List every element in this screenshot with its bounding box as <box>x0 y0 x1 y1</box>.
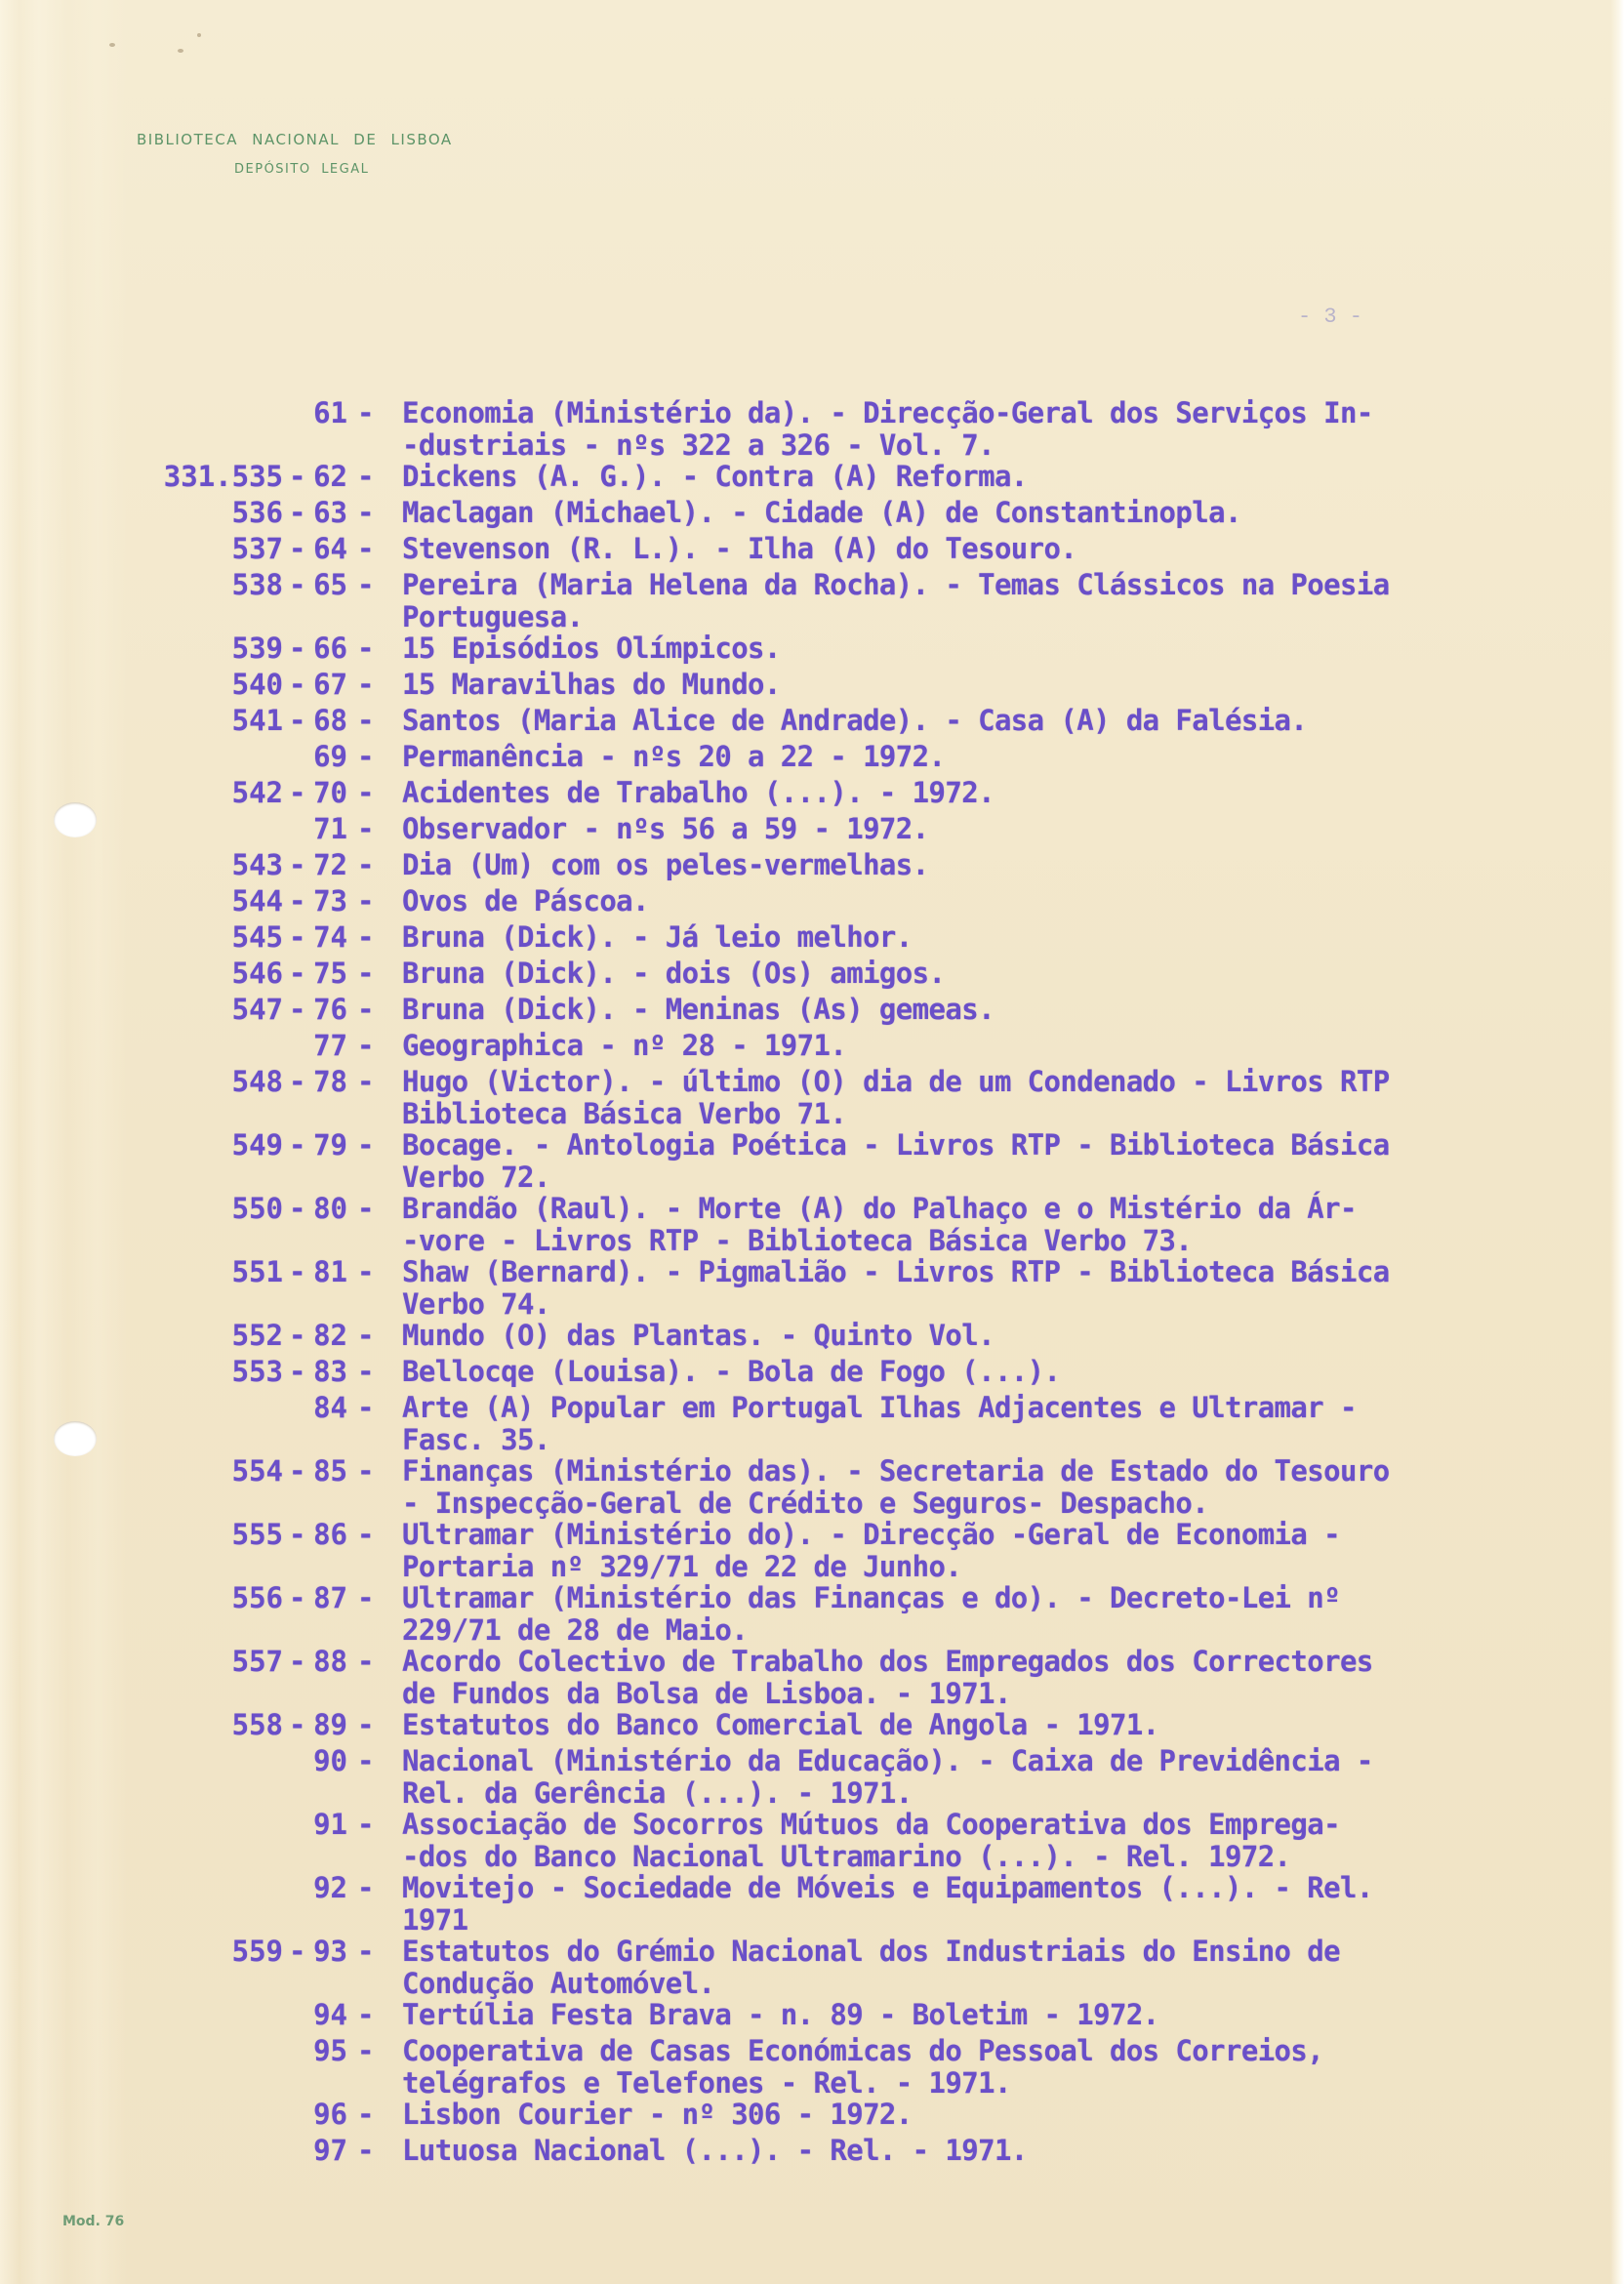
item-number: 88 <box>313 1645 347 1678</box>
separator-dash: - <box>357 632 375 665</box>
separator-dash: - <box>357 1871 375 1904</box>
entry-continuation: - Inspecção-Geral de Crédito e Seguros- Despacho. <box>402 1486 1209 1520</box>
paper-edge <box>1610 0 1624 2284</box>
entry-title: Economia (Ministério da). - Direcção-Geral dos Serviços In- <box>402 396 1373 429</box>
item-number: 76 <box>313 993 347 1026</box>
entry-title: Lutuosa Nacional (...). - Rel. - 1971. <box>402 2134 1028 2167</box>
separator-dash: - <box>289 532 306 565</box>
separator-dash: - <box>357 776 375 809</box>
call-number: 548 <box>231 1065 283 1098</box>
item-number: 61 <box>313 396 347 429</box>
entry-title: Bocage. - Antologia Poética - Livros RTP - Biblioteca Básica <box>402 1128 1390 1162</box>
item-number: 73 <box>313 884 347 918</box>
entry-title: Santos (Maria Alice de Andrade). - Casa (A) da Falésia. <box>402 704 1308 737</box>
entry-continuation: -vore - Livros RTP - Biblioteca Básica Verbo 73. <box>402 1223 1193 1257</box>
separator-dash: - <box>357 884 375 918</box>
separator-dash: - <box>357 1518 375 1551</box>
separator-dash: - <box>357 1708 375 1741</box>
separator-dash: - <box>289 568 306 601</box>
entry-title: Ovos de Páscoa. <box>402 884 649 918</box>
entry-title: Finanças (Ministério das). - Secretaria de Estado do Tesouro <box>402 1454 1390 1488</box>
separator-dash: - <box>289 1581 306 1614</box>
separator-dash: - <box>289 1708 306 1741</box>
separator-dash: - <box>289 1065 306 1098</box>
entry-title: Mundo (O) das Plantas. - Quinto Vol. <box>402 1319 995 1352</box>
entry-title: Cooperativa de Casas Económicas do Pessoal dos Correios, <box>402 2034 1324 2067</box>
call-number: 558 <box>231 1708 283 1741</box>
entry-title: Shaw (Bernard). - Pigmalião - Livros RTP - Biblioteca Básica <box>402 1255 1390 1288</box>
separator-dash: - <box>357 2134 375 2167</box>
item-number: 94 <box>313 1998 347 2031</box>
paper-speck <box>178 49 183 53</box>
call-number: 551 <box>231 1255 283 1288</box>
separator-dash: - <box>357 1192 375 1225</box>
separator-dash: - <box>289 993 306 1026</box>
separator-dash: - <box>289 460 306 493</box>
separator-dash: - <box>357 740 375 773</box>
separator-dash: - <box>357 1065 375 1098</box>
item-number: 96 <box>313 2098 347 2131</box>
separator-dash: - <box>289 1128 306 1162</box>
separator-dash: - <box>357 1029 375 1062</box>
entry-title: Bruna (Dick). - dois (Os) amigos. <box>402 957 946 990</box>
item-number: 80 <box>313 1192 347 1225</box>
entry-title: Ultramar (Ministério do). - Direcção -Geral de Economia - <box>402 1518 1340 1551</box>
entry-title: 15 Episódios Olímpicos. <box>402 632 781 665</box>
entry-title: Dickens (A. G.). - Contra (A) Reforma. <box>402 460 1028 493</box>
item-number: 91 <box>313 1808 347 1841</box>
entry-continuation: 1971 <box>402 1902 468 1937</box>
call-number: 539 <box>231 632 283 665</box>
entry-continuation: Verbo 74. <box>402 1286 550 1321</box>
punch-hole-top <box>54 802 97 837</box>
separator-dash: - <box>357 1645 375 1678</box>
item-number: 78 <box>313 1065 347 1098</box>
item-number: 86 <box>313 1518 347 1551</box>
call-number: 331.535 <box>163 460 283 493</box>
call-number: 543 <box>231 848 283 881</box>
entry-title: Ultramar (Ministério das Finanças e do). - Decreto-Lei nº <box>402 1581 1340 1614</box>
item-number: 63 <box>313 496 347 529</box>
entry-continuation: -dustriais - nºs 322 a 326 - Vol. 7. <box>402 428 995 462</box>
call-number: 545 <box>231 920 283 954</box>
entry-continuation: telégrafos e Telefones - Rel. - 1971. <box>402 2065 1011 2100</box>
entry-title: Brandão (Raul). - Morte (A) do Palhaço e o Mistério da Ár- <box>402 1192 1357 1225</box>
call-number: 557 <box>231 1645 283 1678</box>
item-number: 83 <box>313 1355 347 1388</box>
entry-title: Bellocqe (Louisa). - Bola de Fogo (...). <box>402 1355 1061 1388</box>
entry-title: Tertúlia Festa Brava - n. 89 - Boletim - 1972. <box>402 1998 1159 2031</box>
call-number: 553 <box>231 1355 283 1388</box>
separator-dash: - <box>357 1808 375 1841</box>
call-number: 547 <box>231 993 283 1026</box>
separator-dash: - <box>289 1255 306 1288</box>
item-number: 85 <box>313 1454 347 1488</box>
entry-title: Bruna (Dick). - Já leio melhor. <box>402 920 913 954</box>
item-number: 75 <box>313 957 347 990</box>
entry-title: Estatutos do Grémio Nacional dos Industriais do Ensino de <box>402 1935 1340 1968</box>
call-number: 540 <box>231 668 283 701</box>
separator-dash: - <box>289 1319 306 1352</box>
separator-dash: - <box>289 884 306 918</box>
separator-dash: - <box>289 920 306 954</box>
entry-continuation: 229/71 de 28 de Maio. <box>402 1612 749 1647</box>
separator-dash: - <box>357 2098 375 2131</box>
item-number: 79 <box>313 1128 347 1162</box>
item-number: 89 <box>313 1708 347 1741</box>
item-number: 74 <box>313 920 347 954</box>
entry-title: Acidentes de Trabalho (...). - 1972. <box>402 776 995 809</box>
item-number: 65 <box>313 568 347 601</box>
entry-title: Hugo (Victor). - último (O) dia de um Condenado - Livros RTP <box>402 1065 1390 1098</box>
entry-title: 15 Maravilhas do Mundo. <box>402 668 781 701</box>
entry-title: Arte (A) Popular em Portugal Ilhas Adjacentes e Ultramar - <box>402 1391 1357 1424</box>
separator-dash: - <box>357 1998 375 2031</box>
separator-dash: - <box>357 1935 375 1968</box>
call-number: 550 <box>231 1192 283 1225</box>
separator-dash: - <box>357 1355 375 1388</box>
separator-dash: - <box>357 957 375 990</box>
separator-dash: - <box>357 848 375 881</box>
separator-dash: - <box>357 496 375 529</box>
entry-title: Dia (Um) com os peles-vermelhas. <box>402 848 929 881</box>
item-number: 69 <box>313 740 347 773</box>
separator-dash: - <box>289 776 306 809</box>
separator-dash: - <box>357 532 375 565</box>
item-number: 71 <box>313 812 347 845</box>
item-number: 90 <box>313 1744 347 1777</box>
separator-dash: - <box>357 1319 375 1352</box>
form-code: Mod. 76 <box>62 2214 125 2229</box>
separator-dash: - <box>357 1391 375 1424</box>
separator-dash: - <box>357 396 375 429</box>
entry-title: Maclagan (Michael). - Cidade (A) de Constantinopla. <box>402 496 1241 529</box>
call-number: 549 <box>231 1128 283 1162</box>
item-number: 64 <box>313 532 347 565</box>
entry-title: Permanência - nºs 20 a 22 - 1972. <box>402 740 946 773</box>
item-number: 70 <box>313 776 347 809</box>
item-number: 84 <box>313 1391 347 1424</box>
separator-dash: - <box>289 668 306 701</box>
separator-dash: - <box>357 704 375 737</box>
separator-dash: - <box>289 1192 306 1225</box>
entry-continuation: Biblioteca Básica Verbo 71. <box>402 1096 847 1130</box>
separator-dash: - <box>289 1935 306 1968</box>
entry-continuation: -dos do Banco Nacional Ultramarino (...). - Rel. 1972. <box>402 1839 1291 1873</box>
separator-dash: - <box>357 460 375 493</box>
separator-dash: - <box>357 668 375 701</box>
entry-title: Lisbon Courier - nº 306 - 1972. <box>402 2098 913 2131</box>
item-number: 82 <box>313 1319 347 1352</box>
punch-hole-bottom <box>54 1421 97 1456</box>
separator-dash: - <box>357 2034 375 2067</box>
entry-continuation: Portuguesa. <box>402 599 584 633</box>
separator-dash: - <box>289 496 306 529</box>
call-number: 546 <box>231 957 283 990</box>
item-number: 72 <box>313 848 347 881</box>
entry-continuation: Verbo 72. <box>402 1160 550 1194</box>
item-number: 67 <box>313 668 347 701</box>
paper-speck <box>109 43 115 47</box>
separator-dash: - <box>357 1255 375 1288</box>
separator-dash: - <box>289 632 306 665</box>
call-number: 541 <box>231 704 283 737</box>
entry-title: Bruna (Dick). - Meninas (As) gemeas. <box>402 993 995 1026</box>
entry-title: Pereira (Maria Helena da Rocha). - Temas Clássicos na Poesia <box>402 568 1390 601</box>
entry-title: Estatutos do Banco Comercial de Angola - 1971. <box>402 1708 1159 1741</box>
entry-title: Movitejo - Sociedade de Móveis e Equipamentos (...). - Rel. <box>402 1871 1373 1904</box>
call-number: 537 <box>231 532 283 565</box>
item-number: 81 <box>313 1255 347 1288</box>
page-marker: - 3 - <box>1298 305 1363 329</box>
separator-dash: - <box>289 1454 306 1488</box>
call-number: 552 <box>231 1319 283 1352</box>
entry-title: Nacional (Ministério da Educação). - Caixa de Previdência - <box>402 1744 1373 1777</box>
separator-dash: - <box>357 1581 375 1614</box>
entry-title: Acordo Colectivo de Trabalho dos Empregados dos Correctores <box>402 1645 1373 1678</box>
call-number: 536 <box>231 496 283 529</box>
paper-speck <box>197 33 201 37</box>
separator-dash: - <box>357 812 375 845</box>
call-number: 556 <box>231 1581 283 1614</box>
separator-dash: - <box>357 568 375 601</box>
separator-dash: - <box>357 1454 375 1488</box>
entry-title: Stevenson (R. L.). - Ilha (A) do Tesouro. <box>402 532 1077 565</box>
item-number: 97 <box>313 2134 347 2167</box>
separator-dash: - <box>357 993 375 1026</box>
entry-continuation: de Fundos da Bolsa de Lisboa. - 1971. <box>402 1676 1011 1710</box>
separator-dash: - <box>289 1518 306 1551</box>
item-number: 95 <box>313 2034 347 2067</box>
separator-dash: - <box>357 1744 375 1777</box>
entry-continuation: Condução Automóvel. <box>402 1966 715 2000</box>
letterhead-department: DEPÓSITO LEGAL <box>234 162 370 177</box>
separator-dash: - <box>357 920 375 954</box>
call-number: 542 <box>231 776 283 809</box>
entry-title: Observador - nºs 56 a 59 - 1972. <box>402 812 929 845</box>
item-number: 62 <box>313 460 347 493</box>
call-number: 538 <box>231 568 283 601</box>
item-number: 77 <box>313 1029 347 1062</box>
separator-dash: - <box>289 1355 306 1388</box>
entry-continuation: Portaria nº 329/71 de 22 de Junho. <box>402 1549 962 1583</box>
item-number: 93 <box>313 1935 347 1968</box>
entry-continuation: Fasc. 35. <box>402 1422 550 1456</box>
separator-dash: - <box>289 957 306 990</box>
call-number: 559 <box>231 1935 283 1968</box>
item-number: 87 <box>313 1581 347 1614</box>
entry-title: Associação de Socorros Mútuos da Cooperativa dos Emprega- <box>402 1808 1340 1841</box>
separator-dash: - <box>289 1645 306 1678</box>
call-number: 554 <box>231 1454 283 1488</box>
entry-continuation: Rel. da Gerência (...). - 1971. <box>402 1775 913 1810</box>
item-number: 66 <box>313 632 347 665</box>
item-number: 68 <box>313 704 347 737</box>
entry-title: Geographica - nº 28 - 1971. <box>402 1029 847 1062</box>
separator-dash: - <box>357 1128 375 1162</box>
call-number: 555 <box>231 1518 283 1551</box>
call-number: 544 <box>231 884 283 918</box>
item-number: 92 <box>313 1871 347 1904</box>
separator-dash: - <box>289 704 306 737</box>
letterhead-institution: BIBLIOTECA NACIONAL DE LISBOA <box>137 131 453 148</box>
separator-dash: - <box>289 848 306 881</box>
